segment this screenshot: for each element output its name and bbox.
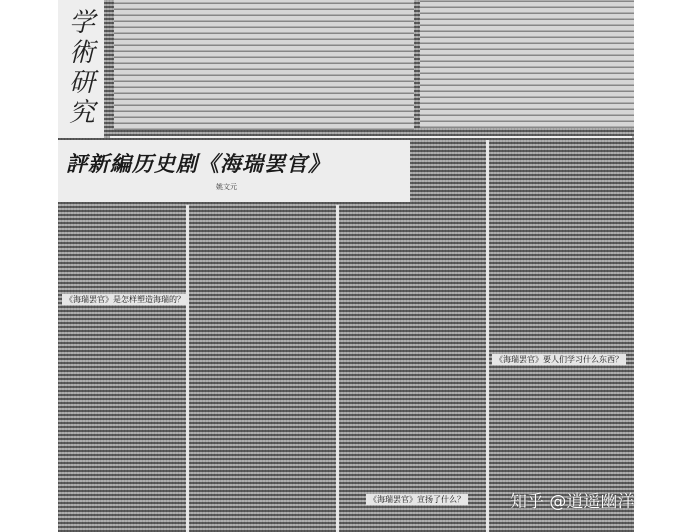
byline: 姚文元	[216, 183, 237, 191]
top-article-text	[114, 0, 414, 130]
newspaper-page	[58, 0, 634, 532]
section-heading: 《海瑞罢官》要人们学习什么东西？	[492, 354, 626, 365]
masthead-char: 研	[68, 68, 95, 98]
masthead-char: 術	[68, 38, 95, 68]
top-right-text	[420, 0, 634, 128]
masthead-char: 学	[68, 8, 95, 38]
section-heading: 《海瑞罢官》是怎样塑造海瑞的？	[62, 294, 188, 305]
column-separator	[486, 140, 489, 532]
headline: 評新編历史剧《海瑞罢官》	[66, 151, 330, 176]
column-separator	[336, 205, 339, 532]
column-separator	[186, 205, 189, 532]
section-heading: 《海瑞罢官》宣扬了什么？	[366, 494, 468, 505]
watermark: 知乎 @逍遥幽洋	[510, 492, 635, 512]
masthead-char: 究	[68, 98, 95, 128]
masthead	[58, 0, 104, 138]
section-divider	[110, 136, 632, 138]
